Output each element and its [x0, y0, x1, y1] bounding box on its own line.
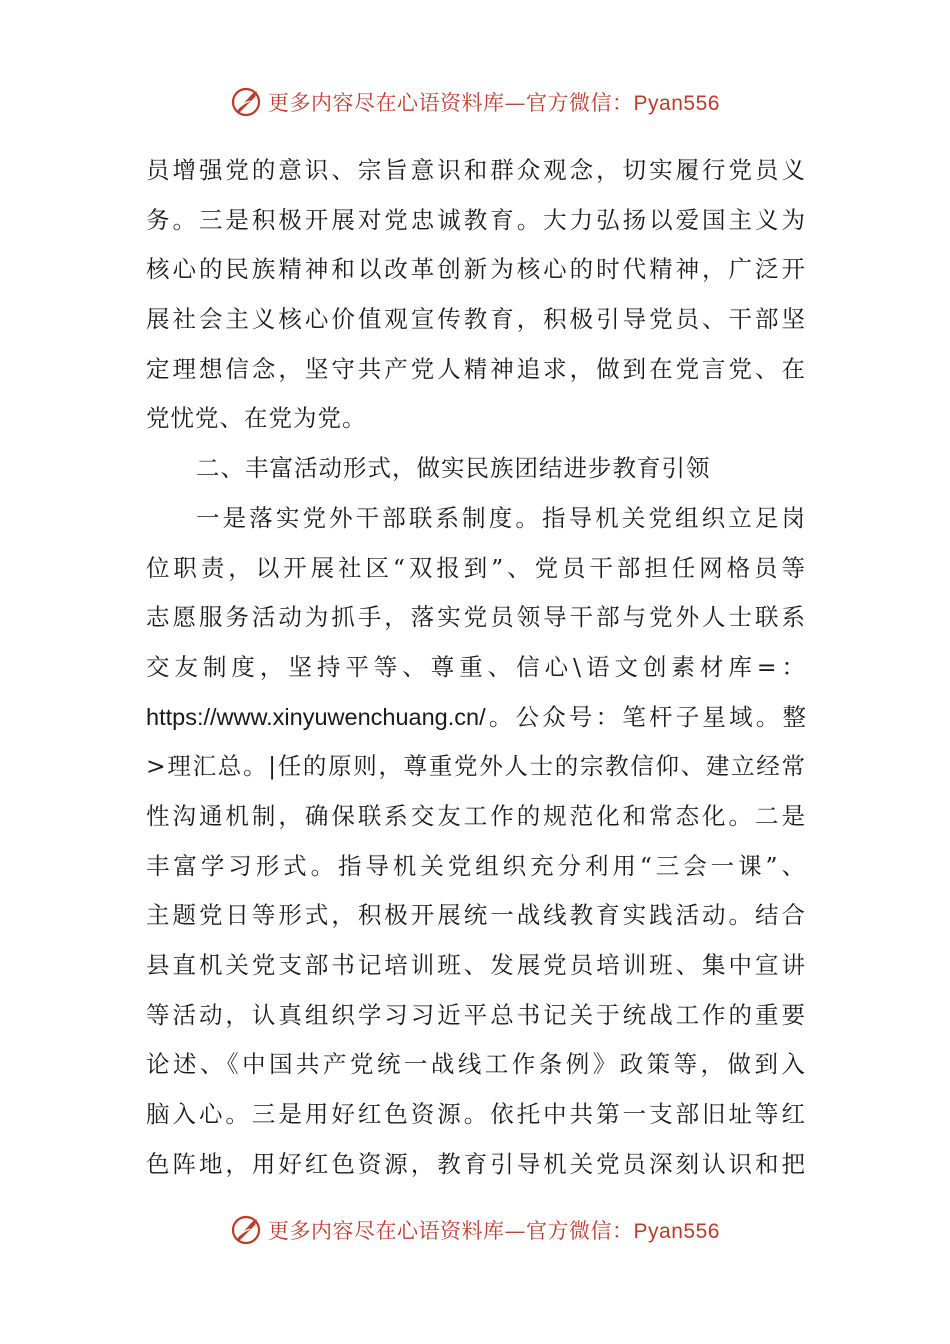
banner-wechat-id: Pyan556	[633, 1220, 720, 1243]
text-line: 员增强党的意识、宗旨意识和群众观念，切实履行党员义	[146, 156, 806, 184]
text-line: 性沟通机制，确保联系交友工作的规范化和常态化。二是	[146, 801, 806, 830]
text-line: >理汇总。|任的原则，尊重党外人士的宗教信仰、建立经常	[146, 752, 806, 781]
text-line: 志愿服务活动为抓手，落实党员领导干部与党外人士联系	[146, 603, 806, 632]
text-line: 定理想信念，坚守共产党人精神追求，做到在党言党、在	[146, 354, 806, 383]
footer-banner	[0, 1208, 950, 1252]
section-heading: 二、丰富活动形式，做实民族团结进步教育引领	[196, 454, 711, 483]
pen-logo-icon	[230, 85, 264, 119]
banner-wechat-label: 官方微信：	[526, 1219, 634, 1243]
text-line: 一是落实党外干部联系制度。指导机关党组织立足岗	[196, 503, 806, 532]
text-line: 县直机关党支部书记培训班、发展党员培训班、集中宣讲	[146, 951, 806, 979]
text-line: 脑入心。三是用好红色资源。依托中共第一支部旧址等红	[146, 1100, 806, 1129]
text-line: 务。三是积极开展对党忠诚教育。大力弘扬以爱国主义为	[146, 205, 806, 234]
text-line: 交友制度，坚持平等、尊重、信心\语文创素材库=：	[146, 652, 806, 681]
text-line: 等活动，认真组织学习习近平总书记关于统战工作的重要	[146, 1000, 806, 1029]
banner-site-name: 更多内容尽在心语资料库	[268, 1219, 505, 1243]
banner-site-name: 更多内容尽在心语资料库	[268, 91, 505, 115]
banner-dash: —	[504, 1219, 527, 1243]
banner-text	[268, 87, 720, 117]
document-body	[146, 146, 806, 1189]
text-line: 主题党日等形式，积极开展统一战线教育实践活动。结合	[146, 901, 806, 930]
text-line: 论述、《中国共产党统一战线工作条例》政策等，做到入	[146, 1050, 806, 1079]
text-line: 展社会主义核心价值观宣传教育，积极引导党员、干部坚	[146, 305, 806, 334]
banner-dash: —	[504, 91, 527, 115]
text-line: 党忧党、在党为党。	[146, 404, 367, 433]
text-line: 位职责，以开展社区“双报到”、党员干部担任网格员等	[146, 553, 806, 582]
header-banner	[0, 80, 950, 124]
text-line: 丰富学习形式。指导机关党组织充分利用“三会一课”、	[146, 851, 806, 880]
text-line: 核心的民族精神和以改革创新为核心的时代精神，广泛开	[146, 255, 806, 284]
banner-wechat-id: Pyan556	[633, 92, 720, 115]
text-line: 色阵地，用好红色资源，教育引导机关党员深刻认识和把	[146, 1149, 806, 1178]
banner-wechat-label: 官方微信：	[526, 91, 634, 115]
banner-text	[268, 1215, 720, 1245]
text-line-url: https://www.xinyuwenchuang.cn/。公众号：笔杆子星域。整	[146, 703, 806, 730]
pen-logo-icon	[230, 1213, 264, 1247]
